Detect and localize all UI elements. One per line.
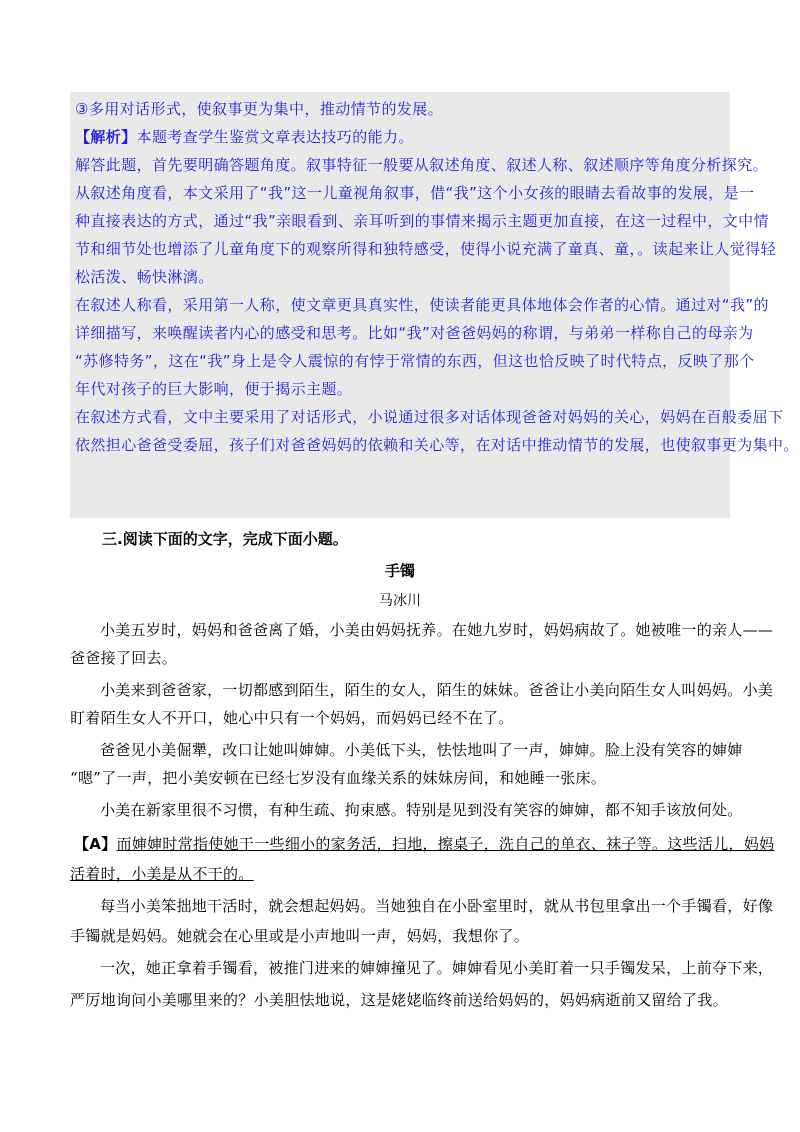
answer-line: 在叙述人称看，采用第一人称，使文章更具真实性，使读者能更具体地体会作者的心情。通过对“我”的 [75,296,769,314]
story-line: “嗯”了一声，把小美安顿在已经七岁没有血缘关系的妹妹房间，和她睡一张床。 [70,769,607,787]
story-line-underlined [70,864,730,884]
story-line: 手镯就是妈妈。她就会在心里或是小声地叫一声，妈妈，我想你了。 [70,927,530,945]
answer-line: 松活泼、畅快淋漓。 [75,268,214,286]
answer-line: ③多用对话形式，使叙事更为集中，推动情节的发展。 [75,100,444,118]
answer-line: 从叙述角度看，本文采用了“我”这一儿童视角叙事，借“我”这个小女孩的眼睛去看故事的发展，是一 [75,184,755,202]
answer-line: “苏修特务”，这在“我”身上是令人震惊的有悖于常情的东西，但这也恰反映了时代特点，反映了那个 [75,352,755,370]
story-line: 每当小美笨拙地干活时，就会想起妈妈。当她独自在小卧室里时，就从书包里拿出一个手镯看，好像 [100,897,774,915]
answer-line: 依然担心爸爸受委屈，孩子们对爸爸妈妈的依赖和关心等，在对话中推动情节的发展，也使叙事更为集中。 [75,436,799,454]
answer-line: 节和细节处也增添了儿童角度下的观察所得和独特感受，使得小说充满了童真、童，。读起来让人觉得轻 [75,240,776,258]
mark-a-label: 【A】 [74,835,117,853]
answer-line: 在叙述方式看，文中主要采用了对话形式，小说通过很多对话体现爸爸对妈妈的关心，妈妈在百般委屈下 [75,408,784,426]
story-line: 盯着陌生女人不开口，她心中只有一个妈妈，而妈妈已经不在了。 [70,709,514,727]
story-line: 小美在新家里很不习惯，有种生疏、拘束感。特别是见到没有笑容的婶婶，都不知手该放何处。 [100,801,743,819]
answer-line: 种直接表达的方式，通过“我”亲眼看到、亲耳听到的事情来揭示主题更加直接，在这一过程中，文中情 [75,212,769,230]
answer-line: 年代对孩子的巨大影响，便于揭示主题。 [75,380,353,398]
section-title: 三.阅读下面的文字，完成下面小题。 [102,530,348,548]
underlined-passage-end: 活着时，小美是从不干的。 [70,865,254,883]
story-line: 小美来到爸爸家，一切都感到陌生，陌生的女人，陌生的妹妹。爸爸让小美向陌生女人叫妈妈。小美 [100,681,774,699]
answer-analysis-box [70,92,799,518]
underlined-passage: 而婶婶时常指使她干一些细小的家务活，扫地，擦桌子，洗自己的单衣、袜子等。这些活儿，妈妈 [116,835,775,853]
story-line: 严厉地询问小美哪里来的？小美胆怯地说，这是姥姥临终前送给妈妈的，妈妈病逝前又留给了我。 [70,991,728,1009]
story-author: 马冰川 [379,593,421,609]
story-line: 小美五岁时，妈妈和爸爸离了婚，小美由妈妈抚养。在她九岁时，妈妈病故了。她被唯一的亲人—— [100,621,774,639]
story-line-marked [74,834,775,854]
analysis-text: 本题考查学生鉴赏文章表达技巧的能力。 [136,128,414,146]
story-line: 一次，她正拿着手镯看，被推门进来的婶婶撞见了。婶婶看见小美盯着一只手镯发呆，上前夺下来， [100,959,774,977]
answer-line: 详细描写，来唤醒读者内心的感受和思考。比如“我”对爸爸妈妈的称谓，与弟弟一样称自己的母亲为 [75,324,754,342]
answer-line: 解答此题，首先要明确答题角度。叙事特征一般要从叙述角度、叙述人称、叙述顺序等角度分析探究。 [75,156,769,174]
analysis-line [75,127,730,147]
story-line: 爸爸接了回去。 [70,649,178,667]
story-title: 手镯 [384,562,415,580]
story-line: 爸爸见小美倔犟，改口让她叫婶婶。小美低下头，怯怯地叫了一声，婶婶。脸上没有笑容的婶婶 [100,741,743,759]
analysis-label: 【解析】 [75,128,137,146]
